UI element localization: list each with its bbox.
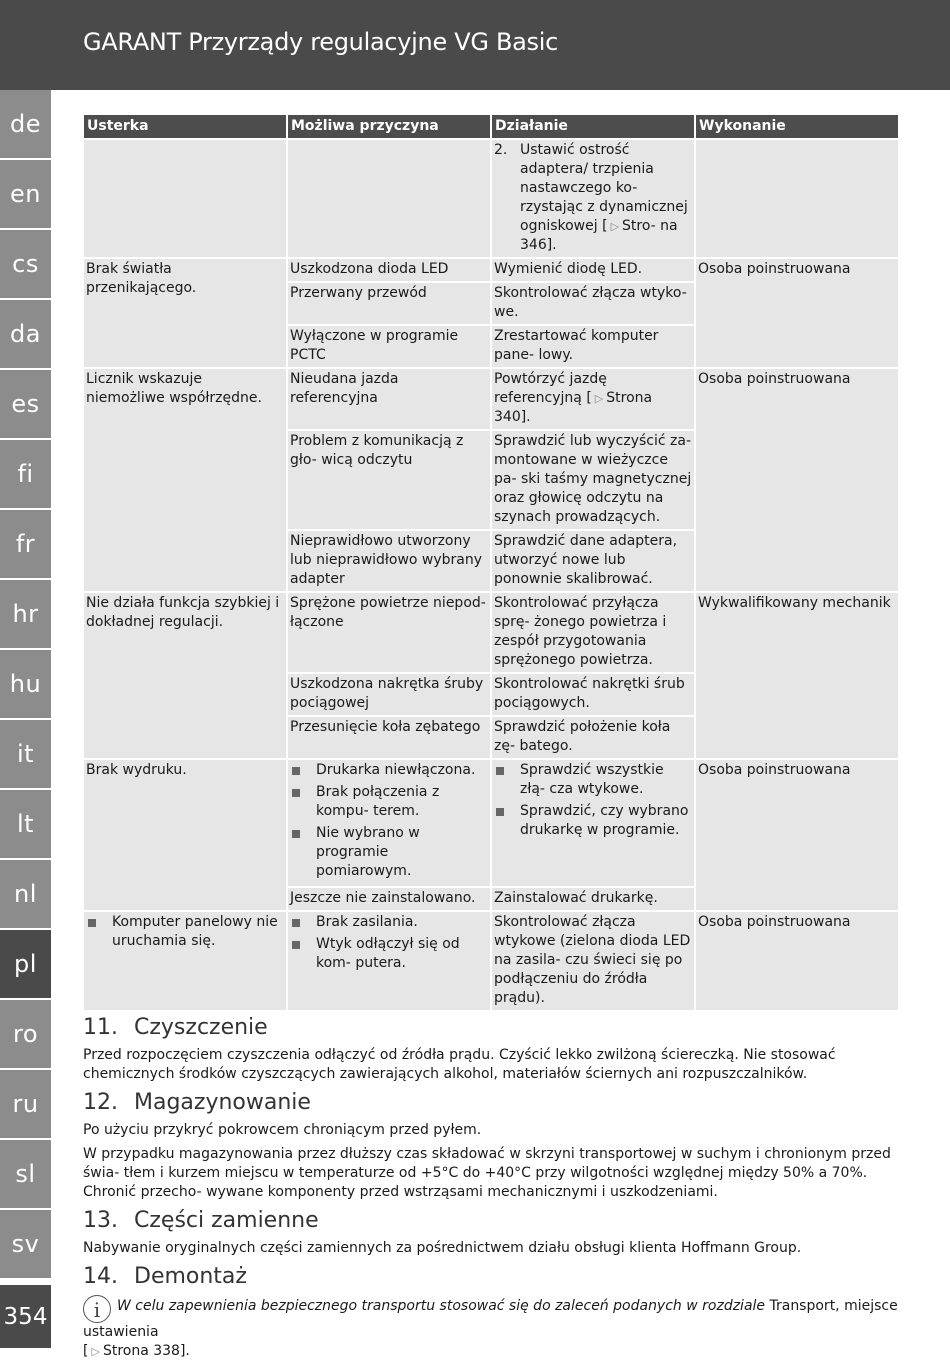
section-heading: [83, 1207, 899, 1235]
lang-tab-ro[interactable]: ro: [0, 1000, 51, 1068]
section-title: Magazynowanie: [134, 1090, 311, 1115]
cause-cell: Sprężone powietrze niepod- łączone: [288, 593, 490, 674]
action-cell: Sprawdzić lub wyczyścić za- montowane w wieżyczce pa- ski taśmy magnetycznej oraz głowicę odczytu na szynach prowadzących.: [492, 431, 694, 531]
language-sidebar: [0, 90, 51, 1280]
list-item: Komputer panelowy nie uruchamia się.: [86, 913, 284, 951]
list-item: Sprawdzić, czy wybrano drukarkę w programie.: [494, 802, 692, 840]
page-reference-link[interactable]: Strona 338].: [102, 1343, 190, 1359]
action-cell: [492, 140, 694, 259]
col-header-execution: Wykonanie: [696, 115, 898, 140]
note-italic-text: W celu zapewnienia bezpiecznego transportu stosować się do zaleceń podanych w rozdziale: [117, 1298, 766, 1314]
action-cell: Sprawdzić dane adaptera, utworzyć nowe lub ponownie skalibrować.: [492, 531, 694, 593]
fault-cell: Brak wydruku.: [84, 760, 286, 912]
section-number: 13.: [83, 1208, 118, 1233]
lang-tab-fi[interactable]: fi: [0, 440, 51, 508]
action-text: Powtórzyć jazdę referencyjną: [494, 371, 607, 406]
table-row: [84, 593, 898, 674]
lang-tab-nl[interactable]: nl: [0, 860, 51, 928]
cause-cell: Przesunięcie koła zębatego: [288, 717, 490, 760]
paragraph: W przypadku magazynowania przez dłuższy czas składować w skrzyni transportowej w suchym i chronionym przed świa- tłem i kurzem miejscu w temperaturze od +5°C do +40°C przy wilgotności względnej między 50% a 70%. Chronić przecho- wywane komponenty przed wstrząsami mechanicznymi i uszkodzeniami.: [83, 1146, 891, 1200]
triangle-right-icon: ▷: [594, 392, 604, 405]
lang-tab-it[interactable]: it: [0, 720, 51, 788]
list-item: Wtyk odłączył się od kom- putera.: [290, 935, 488, 973]
page-header: [0, 0, 950, 90]
lang-tab-de[interactable]: de: [0, 90, 51, 158]
paragraph: Po użyciu przykryć pokrowcem chroniącym przed pyłem.: [83, 1122, 482, 1138]
troubleshooting-table: [82, 115, 900, 1010]
cause-cell: [288, 760, 490, 888]
execution-cell: Osoba poinstruowana: [696, 369, 898, 593]
cause-cell: Przerwany przewód: [288, 283, 490, 326]
paragraph: Nabywanie oryginalnych części zamiennych za pośrednictwem działu obsługi klienta Hoffmann Group.: [83, 1240, 802, 1256]
action-cell: Wymienić diodę LED.: [492, 259, 694, 283]
execution-cell: Osoba poinstruowana: [696, 912, 898, 1010]
action-cell: Zainstalować drukarkę.: [492, 888, 694, 912]
main-content: [83, 115, 899, 1366]
list-item: Nie wybrano w programie pomiarowym.: [290, 824, 488, 881]
lang-tab-es[interactable]: es: [0, 370, 51, 438]
action-cell: Sprawdzić położenie koła zę- batego.: [492, 717, 694, 760]
lang-tab-fr[interactable]: fr: [0, 510, 51, 578]
lang-tab-en[interactable]: en: [0, 160, 51, 228]
step-number: 2.: [494, 142, 508, 158]
lang-tab-ru[interactable]: ru: [0, 1070, 51, 1138]
note-link-text[interactable]: Transport, miejsce ustawienia: [83, 1298, 898, 1340]
step-text: Ustawić ostrość adaptera/ trzpienia nastawczego ko- rzystając z dynamicznej ogniskowej [: [520, 142, 688, 234]
paragraph: Przed rozpoczęciem czyszczenia odłączyć od źródła prądu. Czyścić lekko zwilżoną ściereczką. Nie stosować chemicznych środków czyszczących zawierających alkohol, materiałów ściernych ani rozpuszczalników.: [83, 1047, 836, 1082]
page-reference-link[interactable]: Strona 340].: [494, 390, 653, 425]
document-title: GARANT Przyrządy regulacyjne VG Basic: [83, 28, 559, 56]
fault-cell: [84, 140, 286, 259]
action-cell: Skontrolować złącza wtyko- we.: [492, 283, 694, 326]
action-cell: Skontrolować złącza wtykowe (zielona dioda LED na zasila- czu świeci się po podłączeniu do źródła prądu).: [492, 912, 694, 1010]
section-spare-parts: [83, 1207, 899, 1258]
info-note: [83, 1295, 899, 1361]
triangle-right-icon: ▷: [610, 220, 620, 233]
table-header-row: [84, 115, 898, 140]
action-cell: Skontrolować nakrętki śrub pociągowych.: [492, 674, 694, 717]
section-heading: [83, 1014, 899, 1042]
fault-cell: Nie działa funkcja szybkiej i dokładnej regulacji.: [84, 593, 286, 760]
fault-cell: Brak światła przenikającego.: [84, 259, 286, 369]
section-title: Części zamienne: [134, 1208, 319, 1233]
action-cell: [492, 760, 694, 888]
lang-tab-sl[interactable]: sl: [0, 1140, 51, 1208]
lang-tab-da[interactable]: da: [0, 300, 51, 368]
section-title: Demontaż: [134, 1264, 247, 1289]
lang-tab-pl[interactable]: pl: [0, 930, 51, 998]
section-cleaning: [83, 1014, 899, 1084]
lang-tab-hr[interactable]: hr: [0, 580, 51, 648]
cause-cell: Uszkodzona dioda LED: [288, 259, 490, 283]
col-header-action: Działanie: [492, 115, 694, 140]
section-heading: [83, 1263, 899, 1291]
table-row: [84, 140, 898, 259]
table-row: [84, 912, 898, 1010]
section-number: 11.: [83, 1015, 118, 1040]
cause-cell: [288, 140, 490, 259]
section-title: Czyszczenie: [134, 1015, 268, 1040]
lang-tab-cs[interactable]: cs: [0, 230, 51, 298]
table-row: [84, 760, 898, 888]
section-number: 14.: [83, 1264, 118, 1289]
action-cell: Zrestartować komputer pane- lowy.: [492, 326, 694, 369]
col-header-fault: Usterka: [84, 115, 286, 140]
list-item: Brak połączenia z kompu- terem.: [290, 783, 488, 821]
table-row: [84, 259, 898, 283]
execution-cell: Osoba poinstruowana: [696, 259, 898, 369]
note-bracket: [: [83, 1343, 89, 1359]
lang-tab-sv[interactable]: sv: [0, 1210, 51, 1278]
section-number: 12.: [83, 1090, 118, 1115]
page-reference-link[interactable]: Stro- na 346].: [520, 218, 678, 253]
fault-cell: [84, 912, 286, 1010]
cause-cell: Nieprawidłowo utworzony lub nieprawidłowo wybrany adapter: [288, 531, 490, 593]
cause-cell: Jeszcze nie zainstalowano.: [288, 888, 490, 912]
list-item: Drukarka niewłączona.: [290, 761, 488, 780]
section-heading: [83, 1089, 899, 1117]
section-disassembly: [83, 1263, 899, 1361]
execution-cell: [696, 140, 898, 259]
cause-cell: Uszkodzona nakrętka śruby pociągowej: [288, 674, 490, 717]
action-cell: Skontrolować przyłącza sprę- żonego powietrza i zespół przygotowania sprężonego powietrza.: [492, 593, 694, 674]
cause-cell: Problem z komunikacją z gło- wicą odczytu: [288, 431, 490, 531]
lang-tab-hu[interactable]: hu: [0, 650, 51, 718]
triangle-right-icon: ▷: [91, 1345, 100, 1358]
execution-cell: Wykwalifikowany mechanik: [696, 593, 898, 760]
action-cell: Powtórzyć jazdę referencyjną [ ▷ Strona 340].: [492, 369, 694, 431]
list-item: Brak zasilania.: [290, 913, 488, 932]
cause-cell: [288, 912, 490, 1010]
cause-cell: Nieudana jazda referencyjna: [288, 369, 490, 431]
fault-cell: Licznik wskazuje niemożliwe współrzędne.: [84, 369, 286, 593]
info-icon: i: [83, 1295, 111, 1323]
cause-cell: Wyłączone w programie PCTC: [288, 326, 490, 369]
col-header-cause: Możliwa przyczyna: [288, 115, 490, 140]
section-storage: [83, 1089, 899, 1202]
list-item: Sprawdzić wszystkie złą- cza wtykowe.: [494, 761, 692, 799]
lang-tab-lt[interactable]: lt: [0, 790, 51, 858]
page-number: 354: [0, 1285, 51, 1348]
table-row: [84, 369, 898, 431]
execution-cell: Osoba poinstruowana: [696, 760, 898, 912]
